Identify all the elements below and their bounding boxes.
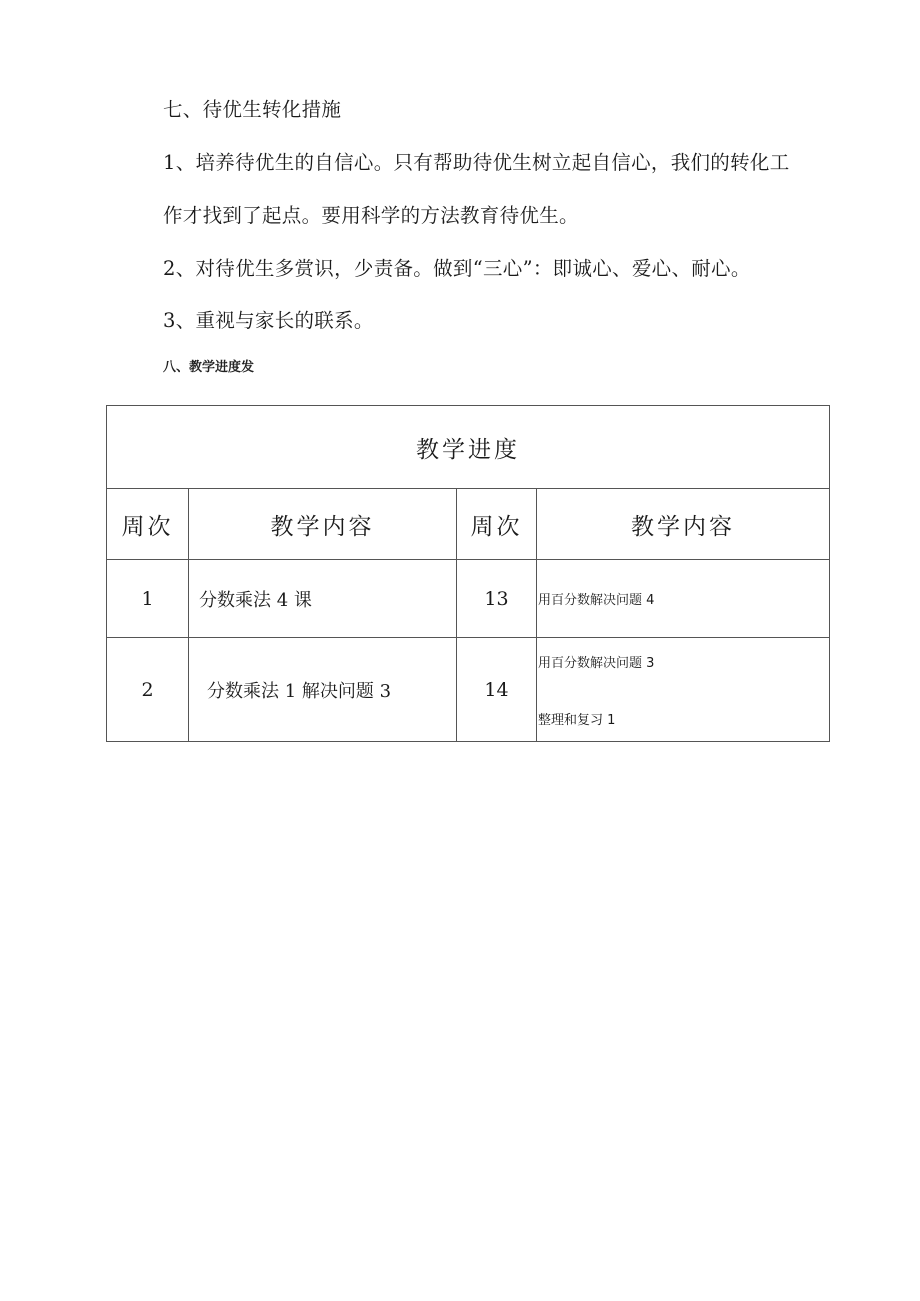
header-content-right: 教学内容 — [537, 489, 830, 560]
header-week-left: 周次 — [107, 489, 189, 560]
table-row — [107, 560, 830, 638]
measure-1-line-2: 作才找到了起点。要用科学的方法教育待优生。 — [163, 204, 579, 227]
content-line: 用百分数解决问题 4 — [538, 593, 655, 608]
header-content-left: 教学内容 — [189, 489, 457, 560]
measure-3: 3、重视与家长的联系。 — [163, 309, 374, 332]
week-cell: 2 — [107, 638, 189, 742]
table-row — [107, 638, 830, 742]
week-cell: 14 — [457, 638, 537, 742]
header-week-right: 周次 — [457, 489, 537, 560]
section-heading-8: 八、教学进度发 — [163, 360, 255, 375]
content-cell — [537, 560, 830, 638]
schedule-title-row — [107, 406, 830, 489]
schedule-header-row — [107, 489, 830, 560]
measure-1-line-1: 1、培养待优生的自信心。只有帮助待优生树立起自信心，我们的转化工 — [163, 151, 790, 174]
content-cell: 分数乘法 1 解决问题 3 — [189, 638, 457, 742]
week-cell: 1 — [107, 560, 189, 638]
content-cell: 分数乘法 4 课 — [189, 560, 457, 638]
section-heading-7: 七、待优生转化措施 — [163, 98, 342, 121]
content-line: 整理和复习 1 — [538, 712, 616, 728]
measure-2: 2、对待优生多赏识，少责备。做到“三心”：即诚心、爱心、耐心。 — [163, 257, 751, 280]
schedule-title: 教学进度 — [107, 406, 830, 489]
schedule-table — [106, 405, 830, 742]
content-line: 用百分数解决问题 3 — [538, 655, 655, 671]
content-cell — [537, 638, 830, 742]
week-cell: 13 — [457, 560, 537, 638]
